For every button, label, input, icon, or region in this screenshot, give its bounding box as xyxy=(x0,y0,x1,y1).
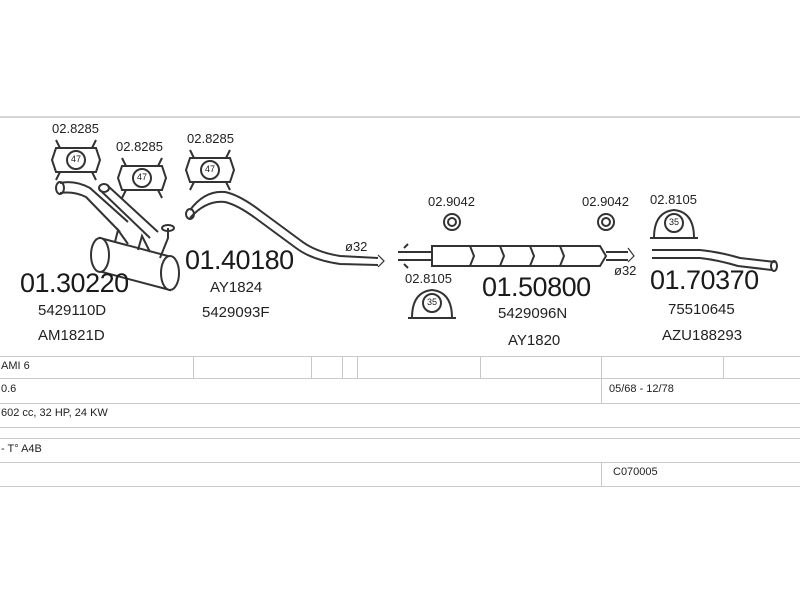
table-divider xyxy=(0,403,800,404)
part-number: 01.50800 xyxy=(482,272,591,302)
part-reference: AZU188293 xyxy=(662,327,743,344)
vehicle-type: - T° A4B xyxy=(1,443,42,455)
table-divider xyxy=(311,356,312,378)
table-divider xyxy=(601,356,602,403)
table-divider xyxy=(723,356,724,378)
clamp-size: 47 xyxy=(137,172,148,182)
table-divider xyxy=(0,427,800,428)
part-number: 01.30220 xyxy=(20,268,129,298)
part-reference: 5429110D xyxy=(38,302,107,319)
table-divider xyxy=(342,356,343,378)
part-reference: 5429093F xyxy=(202,304,270,321)
clamp-size: 47 xyxy=(205,164,216,174)
production-years: 05/68 - 12/78 xyxy=(609,383,674,395)
part-number: 01.70370 xyxy=(650,265,759,295)
table-divider xyxy=(0,486,800,487)
part-reference: AY1820 xyxy=(508,332,561,349)
table-divider xyxy=(193,356,194,378)
clamp-size: 35 xyxy=(427,297,438,307)
clamp-code: 02.8285 xyxy=(116,139,163,154)
clamp-code: 02.8105 xyxy=(650,192,697,207)
engine-size: 0.6 xyxy=(1,383,17,395)
table-divider xyxy=(480,356,481,378)
vehicle-model: AMI 6 xyxy=(1,360,30,372)
clamp-code: 02.8285 xyxy=(187,131,234,146)
ring-icon xyxy=(444,214,460,230)
diameter-label: ø32 xyxy=(614,263,637,278)
part-number: 01.40180 xyxy=(185,245,294,275)
ring-code: 02.9042 xyxy=(582,194,629,209)
part-reference: 75510645 xyxy=(668,301,735,318)
clamp-size: 35 xyxy=(669,217,680,227)
clamp-code: 02.8105 xyxy=(405,271,452,286)
rear-silencer-drawing xyxy=(398,244,628,268)
clamp-size: 47 xyxy=(71,154,82,164)
system-code: C070005 xyxy=(613,466,658,478)
diameter-label: ø32 xyxy=(345,239,368,254)
table-divider xyxy=(0,462,800,463)
clamp-code: 02.8285 xyxy=(52,121,99,136)
table-divider xyxy=(0,378,800,379)
part-reference: AY1824 xyxy=(210,279,263,296)
table-divider xyxy=(357,356,358,378)
table-divider xyxy=(601,462,602,486)
ring-icon xyxy=(598,214,614,230)
part-reference: AM1821D xyxy=(38,327,105,344)
ring-code: 02.9042 xyxy=(428,194,475,209)
engine-spec: 602 cc, 32 HP, 24 KW xyxy=(1,407,108,419)
part-reference: 5429096N xyxy=(498,305,568,322)
table-divider xyxy=(0,356,800,357)
table-divider xyxy=(0,438,800,439)
